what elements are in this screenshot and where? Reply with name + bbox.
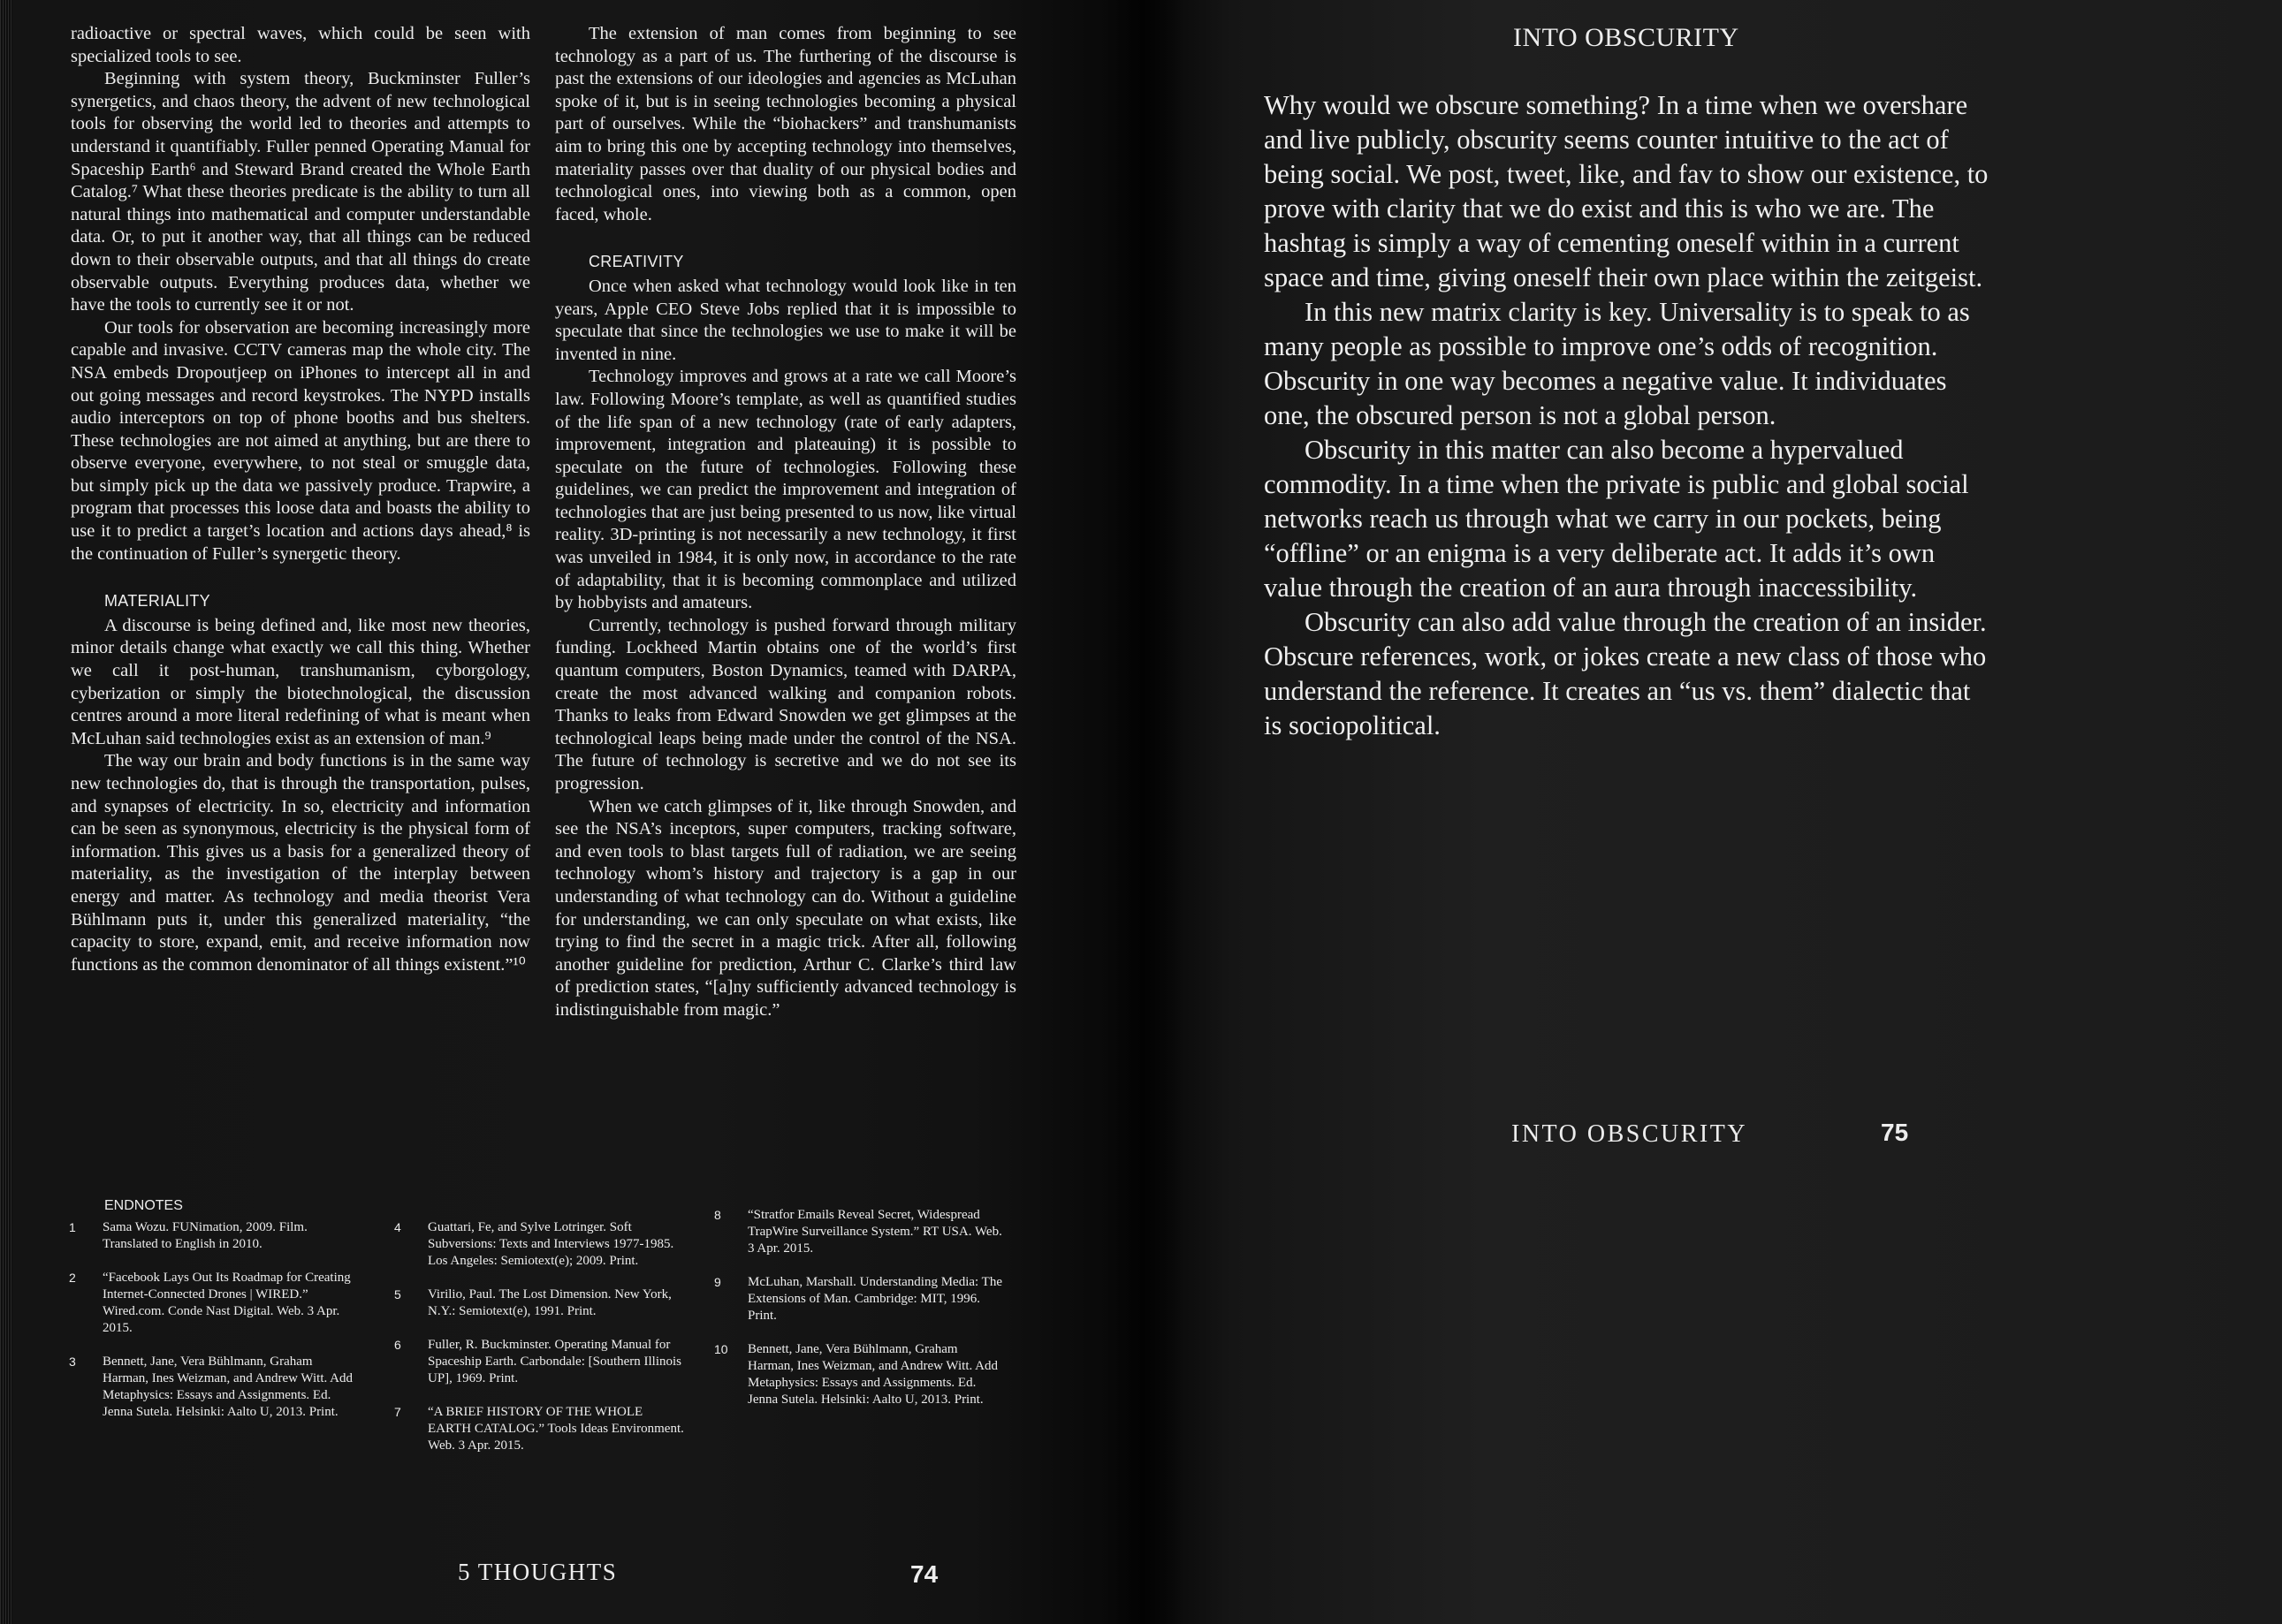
endnote-number: 3 xyxy=(69,1355,76,1369)
endnotes-title: ENDNOTES xyxy=(104,1198,183,1213)
paragraph: radioactive or spectral waves, which could be seen with specialized tools to see. xyxy=(71,24,530,66)
right-page-number: 75 xyxy=(1881,1119,1909,1146)
endnote xyxy=(69,1354,361,1421)
paragraph: Why would we obscure something? In a time when we overshare and live publicly, obscurity seems counter intuitive to the act of being social. We post, tweet, like, and fav to show our existence, to prove with clarity that we do exist and this is who we are. The hashtag is simply a way of cementing oneself within in a current space and time, giving oneself their own place within the zeitgeist. xyxy=(1264,90,1989,292)
paragraph: Technology improves and grows at a rate we call Moore’s law. Following Moore’s template, as well as quantified studies of the life span of a new technology (rate of early adapters, improvement, integration and plateauing) it is possible to speculate on the future of technologies. Following these guidelines, we can predict the improvement and integration of technologies that are just being presented to us now, like virtual reality. 3D-printing is not necessarily a new technology, it first was unveiled in 1984, it is only now, in accordance to the rate of adaptability, that it is becoming commonplace and utilized by hobbyists and amateurs. xyxy=(555,367,1016,613)
endnote-text: Guattari, Fe, and Sylve Lotringer. Soft Subversions: Texts and Interviews 1977-1985. Los Angeles: Semiotext(e); 2009. Print. xyxy=(428,1220,674,1268)
endnotes-column-1 xyxy=(69,1219,361,1438)
endnote xyxy=(714,1274,1006,1324)
endnote xyxy=(394,1286,686,1320)
endnote-number: 2 xyxy=(69,1271,76,1285)
paragraph: Once when asked what technology would look like in ten years, Apple CEO Steve Jobs replied that it is impossible to speculate that since the technologies we use to make it will be invented in nine. xyxy=(555,276,1016,364)
paragraph: The extension of man comes from beginning to see technology as a part of us. The furthering of the discourse is past the extensions of our ideologies and agencies as McLuhan spoke of it, but is in seeing technologies becoming a physical part of ourselves. While the “biohackers” and transhumanists aim to bring this one by accepting technology into themselves, materiality passes over that duality of our physical bodies and technological ones, into viewing both as a common, open faced, whole. xyxy=(555,24,1016,224)
paragraph: In this new matrix clarity is key. Universality is to speak to as many people as possible to improve one’s odds of recognition. Obscurity in one way becomes a negative value. It individuates one, the obscured person is not a global person. xyxy=(1264,297,1970,430)
endnotes xyxy=(69,1198,1041,1453)
endnote-text: “A BRIEF HISTORY OF THE WHOLE EARTH CATALOG.” Tools Ideas Environment. Web. 3 Apr. 2015. xyxy=(428,1405,684,1453)
paragraph: The way our brain and body functions is in the same way new technologies do, that is through the transportation, pulses, and synapses of electricity. In so, electricity and information can be seen as synonymous, electricity is the physical form of information. This gives us a basis for a generalized theory of materiality, as the investigation of the interplay between energy and matter. As technology and media theorist Vera Bühlmann puts it, under this generalized materiality, “the capacity to store, expand, emit, and receive information now functions as the common denominator of all things existent.”¹⁰ xyxy=(71,751,530,975)
paragraph: When we catch glimpses of it, like through Snowden, and see the NSA’s inceptors, super computers, tracking software, and even tools to blast targets full of radiation, we are seeing technology whom’s history and trajectory is a gap in our understanding of what technology can do. Without a guideline for understanding, we can only speculate on what exists, like trying to find the secret in a magic trick. After all, following another guideline for prediction, Arthur C. Clarke’s third law of prediction states, “[a]ny sufficiently advanced technology is indistinguishable from magic.” xyxy=(555,796,1016,1020)
endnote xyxy=(69,1219,361,1253)
endnote-number: 10 xyxy=(714,1342,728,1356)
endnotes-column-2 xyxy=(394,1219,686,1471)
right-body-text xyxy=(1264,88,1989,743)
endnote xyxy=(714,1341,1006,1408)
endnote-text: McLuhan, Marshall. Understanding Media: The Extensions of Man. Cambridge: MIT, 1996. Print. xyxy=(748,1275,1002,1323)
endnote xyxy=(69,1270,361,1337)
right-footer-title: INTO OBSCURITY xyxy=(1511,1120,1748,1148)
endnote-number: 4 xyxy=(394,1220,401,1234)
endnote-number: 6 xyxy=(394,1338,401,1352)
paragraph: Currently, technology is pushed forward through military funding. Lockheed Martin obtains one of the world’s first quantum computers, Boston Dynamics, teamed with DARPA, create the most advanced walking and companion robots. Thanks to leaks from Edward Snowden we get glimpses at the technological leaps being made under the control of the NSA. The future of technology is secretive and we do not see its progression. xyxy=(555,615,1016,793)
paragraph: Obscurity can also add value through the creation of an insider. Obscure references, work, or jokes create a new class of those who understand the reference. It creates an “us vs. them” dialectic that is sociopolitical. xyxy=(1264,607,1987,740)
endnote-text: Virilio, Paul. The Lost Dimension. New York, N.Y.: Semiotext(e), 1991. Print. xyxy=(428,1287,672,1318)
left-footer-title: 5 THOUGHTS xyxy=(458,1559,618,1585)
endnote-text: “Facebook Lays Out Its Roadmap for Creating Internet-Connected Drones | WIRED.” Wired.com. Conde Nast Digital. Web. 3 Apr. 2015. xyxy=(103,1271,351,1335)
paragraph: Our tools for observation are becoming increasingly more capable and invasive. CCTV cameras map the whole city. The NSA embeds Dropoutjeep on iPhones to intercept all in and out going messages and record keystrokes. The NYPD installs audio interceptors on top of phone booths and bus shelters. These technologies are not aimed at anything, but are there to observe everyone, everywhere, to not steal or smuggle data, but simply pick up the data we passively produce. Trapwire, a program that processes this loose data and boasts the ability to use it to predict a target’s location and actions days ahead,⁸ is the continuation of Fuller’s synergetic theory. xyxy=(71,317,530,564)
right-running-head: INTO OBSCURITY xyxy=(1513,23,1739,52)
endnote-text: Sama Wozu. FUNimation, 2009. Film. Translated to English in 2010. xyxy=(103,1220,308,1251)
book-gutter xyxy=(1105,0,1184,1624)
page-edges xyxy=(0,0,12,1624)
section-heading-materiality: MATERIALITY xyxy=(104,592,210,611)
endnote-text: Bennett, Jane, Vera Bühlmann, Graham Harman, Ines Weizman, and Andrew Witt. Add Metaphysics: Essays and Assignments. Ed. Jenna Sutela. Helsinki: Aalto U, 2013. Print. xyxy=(103,1355,353,1419)
endnote-number: 1 xyxy=(69,1220,76,1234)
left-page-number: 74 xyxy=(910,1560,939,1588)
endnote-number: 7 xyxy=(394,1405,401,1419)
endnote xyxy=(394,1337,686,1387)
endnote xyxy=(394,1219,686,1270)
endnote xyxy=(714,1207,1006,1257)
paragraph: Beginning with system theory, Buckminster Fuller’s synergetics, and chaos theory, the advent of new technological tools for observing the world led to theories and attempts to understand it quantifiably. Fuller penned Operating Manual for Spaceship Earth⁶ and Steward Brand created the Whole Earth Catalog.⁷ What these theories predicate is the ability to turn all natural things into mathematical and computer understandable data. Or, to put it another way, that all things can be reduced down to their observable outputs, and that all things do create observable outputs. Everything produces data, whether we have the tools to currently see it or not. xyxy=(71,69,530,315)
endnote-number: 9 xyxy=(714,1275,721,1289)
endnote xyxy=(394,1404,686,1454)
endnotes-column-3 xyxy=(714,1207,1006,1425)
paragraph: A discourse is being defined and, like most new theories, minor details change what exactly we call this thing. Whether we call it post-human, transhumanism, cyborgology, cyberization or simply the biotechnological, the discussion centres around a more literal redefining of what is meant when McLuhan said technologies exist as an extension of man.⁹ xyxy=(71,615,530,748)
section-heading-creativity: CREATIVITY xyxy=(589,253,684,271)
endnote-text: “Stratfor Emails Reveal Secret, Widespread TrapWire Surveillance System.” RT USA. Web. 3 Apr. 2015. xyxy=(748,1208,1002,1256)
endnote-text: Bennett, Jane, Vera Bühlmann, Graham Harman, Ines Weizman, and Andrew Witt. Add Metaphysics: Essays and Assignments. Ed. Jenna Sutela. Helsinki: Aalto U, 2013. Print. xyxy=(748,1342,998,1407)
paragraph: Obscurity in this matter can also become a hypervalued commodity. In a time when the private is public and global social networks reach us through what we carry in our pockets, being “offline” or an enigma is a very deliberate act. It adds it’s own value through the creation of an aura through inaccessibility. xyxy=(1264,435,1969,603)
left-column-1 xyxy=(71,23,530,976)
left-column-2 xyxy=(555,23,1016,1022)
endnote-text: Fuller, R. Buckminster. Operating Manual for Spaceship Earth. Carbondale: [Southern Illinois UP], 1969. Print. xyxy=(428,1338,682,1385)
endnote-number: 8 xyxy=(714,1208,721,1222)
endnote-number: 5 xyxy=(394,1287,401,1301)
